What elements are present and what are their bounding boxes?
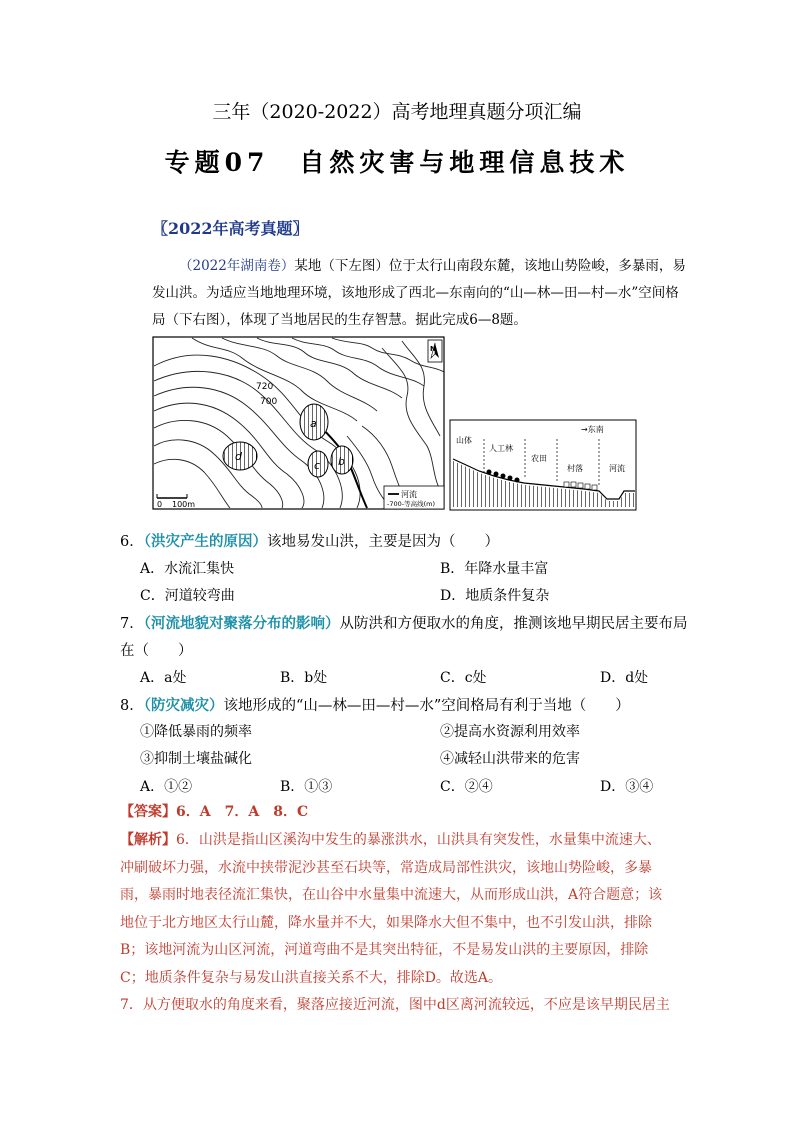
q7-option-d[interactable]: D．d处 — [600, 670, 649, 686]
question-7 — [120, 612, 687, 633]
svg-text:0: 0 — [157, 500, 163, 509]
document-title: 三年（2020-2022）高考地理真题分项汇编 — [212, 101, 582, 123]
map-frame — [153, 337, 444, 509]
question-number: 6． — [120, 534, 144, 550]
question-intro — [152, 253, 686, 334]
intro-text: 某地（下左图）位于太行山南段东麓，该地山势险峻，多暴雨，易发山洪。为适应当地地理环境，该地形成了西北—东南向的“山—林—田—村—水”空间格局（下右图），体现了当地居民的生存智慧。据此完成6—8题。 — [152, 258, 686, 328]
question-6 — [120, 530, 499, 551]
area-b-label: b — [338, 455, 345, 468]
analysis-text-7: 7．从方便取水的角度来看，聚落应接近河流，图中d区离河流较远，不应是该早期民居主 — [120, 997, 670, 1013]
answer-label: 【答案】 — [120, 804, 176, 820]
question-number: 7． — [120, 616, 144, 632]
q6-option-d[interactable]: D．地质条件复杂 — [440, 588, 550, 604]
question-tag: （河流地貌对聚落分布的影响） — [143, 615, 340, 632]
q7-option-a[interactable]: A．a处 — [140, 670, 187, 686]
legend-river: 河流 — [401, 490, 417, 499]
legend-contour: -700-等高线(m) — [387, 500, 436, 508]
profile-label-forest: 人工林 — [489, 444, 513, 453]
q6-option-a[interactable]: A．水流汇集快 — [140, 561, 235, 577]
question-text: 该地形成的“山—林—田—村—水”空间格局有利于当地（ ） — [223, 698, 630, 714]
map-legend — [384, 486, 444, 509]
answer-line — [120, 801, 308, 821]
q8-statement-1: ①降低暴雨的频率 — [140, 724, 252, 740]
area-d-label: d — [235, 450, 242, 463]
question-tag: （洪灾产生的原因） — [143, 533, 267, 550]
q8-option-d[interactable]: D．③④ — [600, 779, 654, 795]
q6-option-c[interactable]: C．河道较弯曲 — [140, 588, 235, 604]
contour-720-label: 720 — [256, 382, 274, 392]
q6-option-b[interactable]: B．年降水量丰富 — [440, 561, 549, 577]
profile-diagram — [449, 419, 637, 511]
analysis-block — [120, 827, 672, 1020]
contour-700-label: 700 — [260, 397, 278, 407]
q8-statement-2: ②提高水资源利用效率 — [440, 724, 580, 740]
profile-label-village: 村落 — [567, 464, 583, 473]
svg-text:100m: 100m — [172, 500, 196, 509]
analysis-text: 6．山洪是指山区溪沟中发生的暴涨洪水，山洪具有突发性，水量集中流速大、冲刷破坏力强，水流中挟带泥沙甚至石块等，常造成局部性洪灾，该地山势险峻，多暴雨，暴雨时地表径流汇集快，在山谷中水量集中流速大，从而形成山洪，A符合题意；该地位于北方地区太行山麓，降水量并不大，如果降水大但不集中，也不引发山洪，排除B；该地河流为山区河流，河道弯曲不是其突出特征，不是易发山洪的主要原因，排除C；地质条件复杂与易发山洪直接关系不大，排除D。故选A。 — [120, 832, 663, 986]
profile-label-farmland: 农田 — [531, 454, 547, 463]
q7-option-c[interactable]: C．c处 — [440, 670, 487, 686]
profile-label-mountain: 山体 — [456, 436, 472, 445]
question-number: 8． — [120, 698, 144, 714]
q8-option-a[interactable]: A．①② — [140, 779, 193, 795]
analysis-label: 【解析】 — [120, 832, 176, 848]
q8-statement-3: ③抑制土壤盐碱化 — [140, 751, 252, 767]
area-c-label: c — [314, 459, 321, 472]
question-tag: （防灾减灾） — [143, 697, 224, 714]
area-a-label: a — [310, 417, 317, 430]
question-8 — [120, 694, 630, 715]
question-text: 从防洪和方便取水的角度，推测该地早期民居主要布局 — [339, 616, 688, 632]
section-heading: 〖2022年高考真题〗 — [152, 219, 309, 238]
q8-option-c[interactable]: C．②④ — [440, 779, 493, 795]
profile-label-river: 河流 — [609, 464, 625, 473]
question-text: 该地易发山洪，主要是因为（ ） — [266, 534, 499, 550]
direction-label: →东南 — [581, 425, 604, 434]
q8-statement-4: ④减轻山洪带来的危害 — [440, 751, 580, 767]
document-subtitle: 专题07 自然灾害与地理信息技术 — [164, 148, 630, 177]
question-7-continued: 在（ ） — [120, 643, 193, 659]
intro-source: （2022年湖南卷） — [179, 258, 295, 274]
q7-option-b[interactable]: B．b处 — [280, 670, 328, 686]
contour-map — [152, 336, 445, 510]
north-arrow — [428, 340, 442, 362]
svg-text:N: N — [430, 345, 436, 353]
q8-option-b[interactable]: B．①③ — [280, 779, 333, 795]
answer-text: 6．A 7．A 8．C — [176, 804, 309, 820]
